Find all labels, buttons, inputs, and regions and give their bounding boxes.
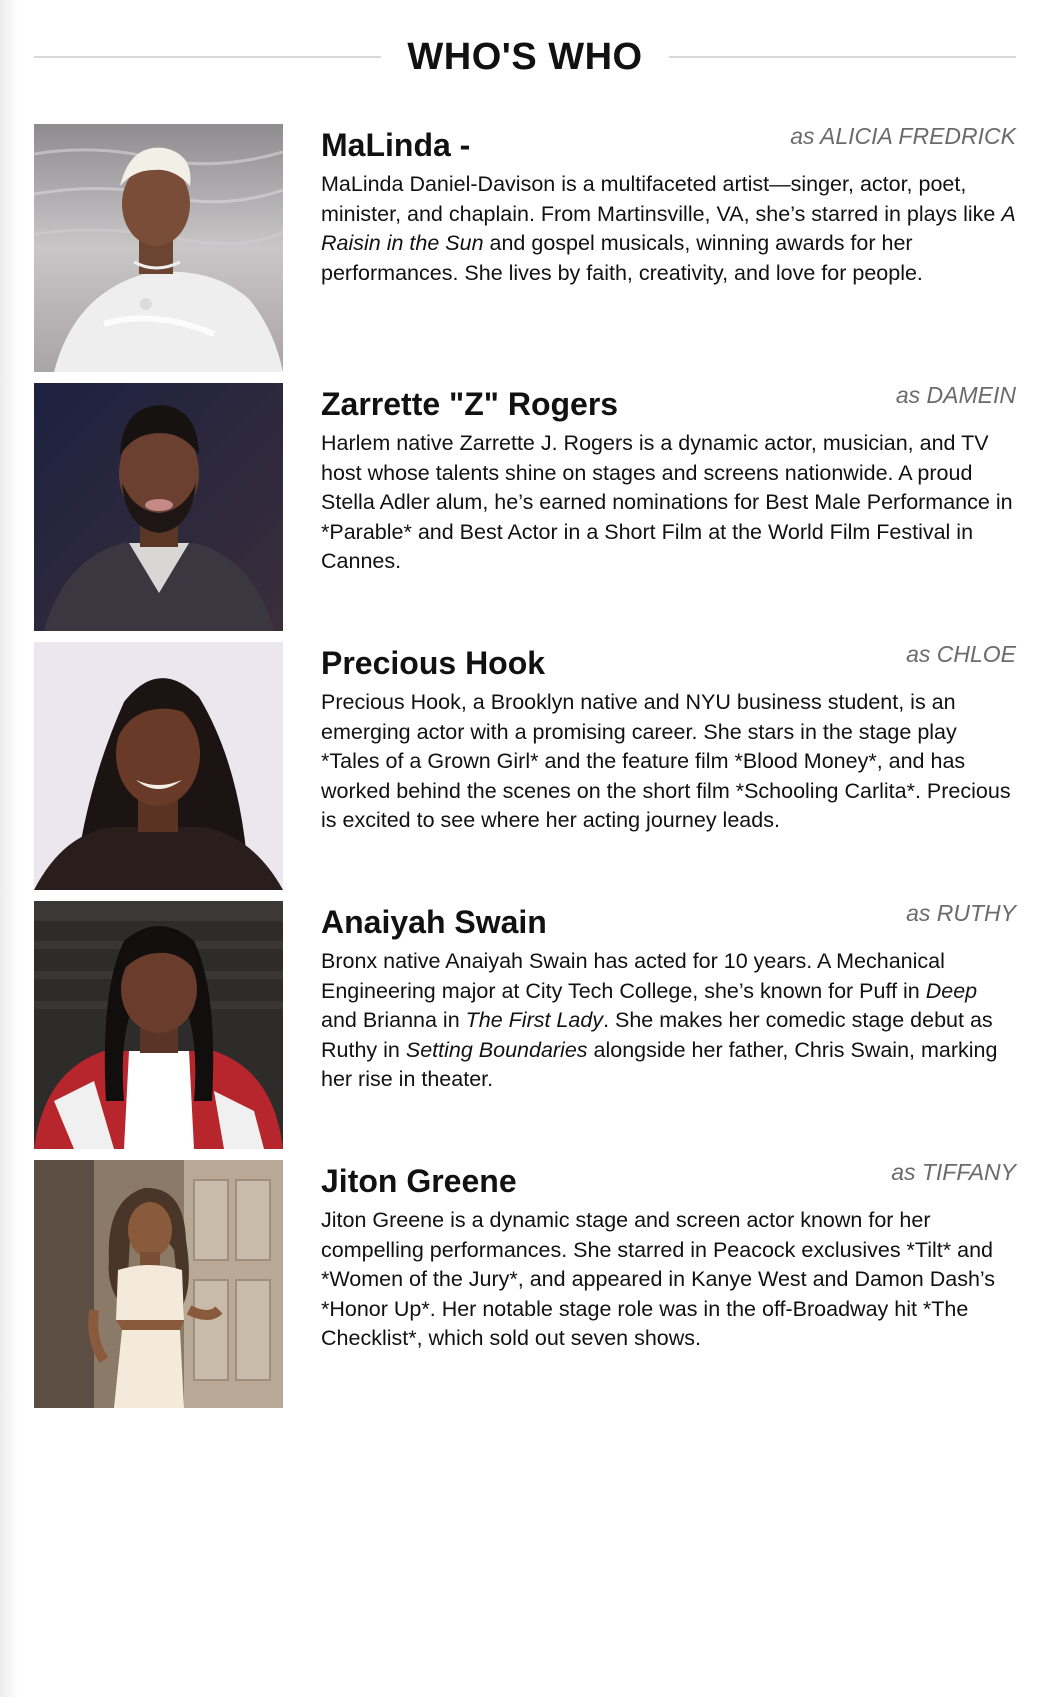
bio-italic-title: The First Lady <box>465 1008 604 1032</box>
headshot-image <box>34 383 283 631</box>
actor-bio <box>321 688 1016 836</box>
headshot-photo <box>34 124 283 372</box>
name-row <box>321 1160 1016 1202</box>
actor-name: Anaiyah Swain <box>321 904 547 940</box>
bio-text: and Brianna in <box>321 1008 466 1032</box>
headshot-photo <box>34 1160 283 1408</box>
cast-member <box>34 124 1016 372</box>
character-role: as DAMEIN <box>895 382 1016 408</box>
actor-bio <box>321 947 1016 1095</box>
actor-bio <box>321 170 1016 288</box>
bio-text: . She makes her comedic stage debut as Ruthy in <box>321 1008 993 1062</box>
actor-bio <box>321 1206 1016 1354</box>
headshot-photo <box>34 901 283 1149</box>
headshot-image <box>34 901 283 1149</box>
headshot-photo <box>34 642 283 890</box>
header-rule-right <box>669 56 1016 58</box>
character-role: as TIFFANY <box>891 1159 1016 1185</box>
bio-text: alongside her father, Chris Swain, marking her rise in theater. <box>321 1037 998 1091</box>
cast-member <box>34 642 1016 890</box>
headshot-image <box>34 124 283 372</box>
cast-info <box>321 901 1016 1149</box>
headshot-photo <box>34 383 283 631</box>
cast-member <box>34 383 1016 631</box>
character-role: as ALICIA FREDRICK <box>790 123 1016 149</box>
bio-text: MaLinda Daniel-Davison is a multifaceted artist—singer, actor, poet, minister, and chaplain. From Martinsville, VA, she’s starred in plays like <box>321 172 1002 226</box>
bio-text: Bronx native Anaiyah Swain has acted for 10 years. A Mechanical Engineering major at City Tech College, she’s known for Puff in <box>321 949 945 1003</box>
cast-info <box>321 642 1016 890</box>
cast-member <box>34 901 1016 1149</box>
bio-italic-title: Deep <box>925 978 978 1003</box>
actor-name: Jiton Greene <box>321 1163 517 1199</box>
name-row <box>321 901 1016 943</box>
bio-text: Precious Hook, a Brooklyn native and NYU business student, is an emerging actor with a promising career. She stars in the stage play *Tales of a Grown Girl* and the feature film *Blood Money*, and has worked behind the scenes on the short film *Schooling Carlita*. Precious is excited to see where her acting journey leads. <box>321 690 1011 832</box>
page-title: WHO'S WHO <box>407 35 643 78</box>
actor-name: MaLinda - <box>321 127 471 163</box>
character-role: as RUTHY <box>906 900 1016 926</box>
cast-info <box>321 1160 1016 1408</box>
cast-list <box>34 124 1016 1419</box>
cast-member <box>34 1160 1016 1408</box>
page-header <box>34 28 1016 86</box>
bio-italic-title: A Raisin in the Sun <box>321 201 1015 255</box>
bio-italic-title: Setting Boundaries <box>405 1037 588 1062</box>
actor-name: Precious Hook <box>321 645 546 681</box>
bio-text: Jiton Greene is a dynamic stage and screen actor known for her compelling performances. She starred in Peacock exclusives *Tilt* and *Women of the Jury*, and appeared in Kanye West and Damon Dash’s *Honor Up*. Her notable stage role was in the off-Broadway hit *The Checklist*, which sold out seven shows. <box>321 1208 996 1350</box>
bio-text: and gospel musicals, winning awards for her performances. She lives by faith, creativity, and love for people. <box>321 231 923 285</box>
actor-bio <box>321 429 1016 577</box>
name-row <box>321 642 1016 684</box>
cast-info <box>321 383 1016 631</box>
character-role: as CHLOE <box>906 641 1016 667</box>
header-rule-left <box>34 56 381 58</box>
name-row <box>321 124 1016 166</box>
bio-text: Harlem native Zarrette J. Rogers is a dynamic actor, musician, and TV host whose talents shine on stages and screens nationwide. A proud Stella Adler alum, he’s earned nominations for Best Male Performance in *Parable* and Best Actor in a Short Film at the World Film Festival in Cannes. <box>321 431 1013 573</box>
headshot-image <box>34 1160 283 1408</box>
cast-info <box>321 124 1016 372</box>
page-edge-shadow <box>0 0 18 1697</box>
name-row <box>321 383 1016 425</box>
headshot-image <box>34 642 283 890</box>
actor-name: Zarrette "Z" Rogers <box>321 386 619 422</box>
